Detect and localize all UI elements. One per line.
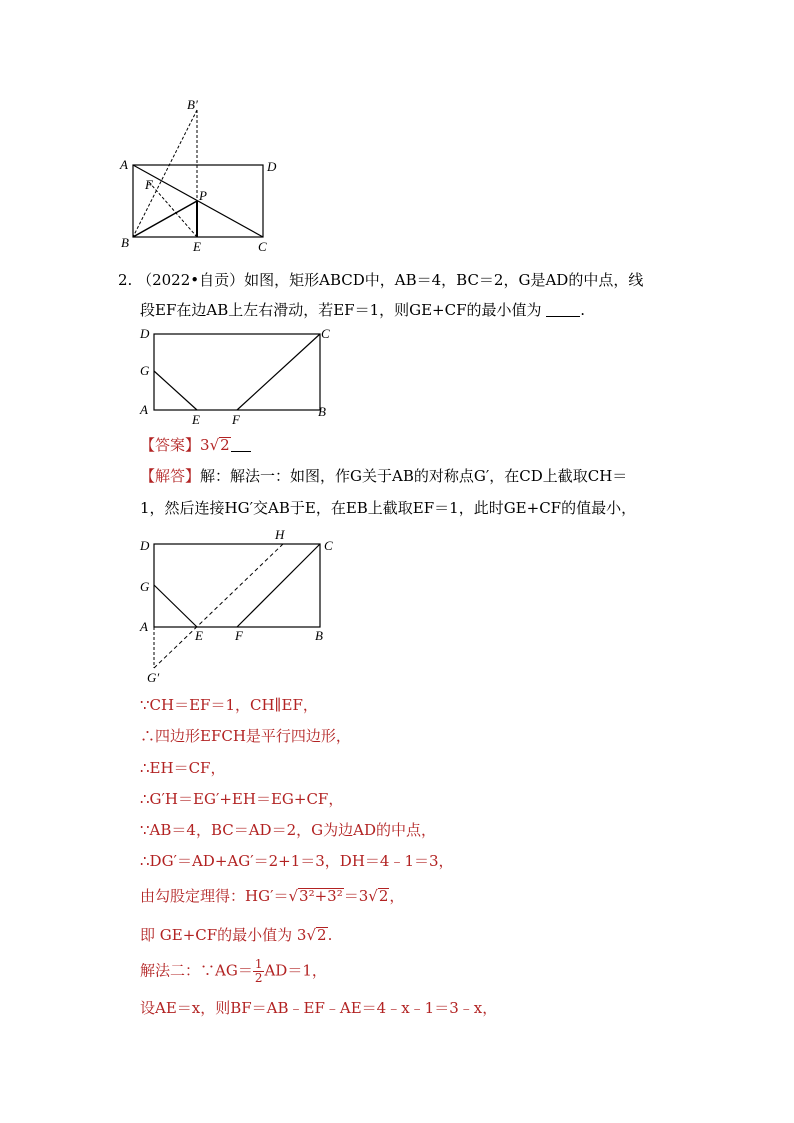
fig3-label-g: G	[140, 579, 150, 594]
fig3-label-f: F	[235, 628, 243, 643]
problem-text-2: 段EF在边AB上左右滑动，若EF＝1，则GE+CF的最小值为	[140, 301, 542, 319]
step-2: ∴四边形EFCH是平行四边形，	[140, 727, 351, 745]
fig3-label-b: B	[315, 628, 323, 643]
figure-2	[135, 325, 335, 430]
step-3: ∴EH＝CF，	[140, 759, 226, 777]
figure-3	[135, 530, 340, 690]
step-8: 即 GE+CF的最小值为 3√2.	[140, 926, 333, 944]
figure-1	[115, 95, 290, 260]
answer-radicand: 2	[220, 436, 230, 454]
answer-blank	[546, 302, 580, 317]
fig3-label-h: H	[275, 530, 285, 542]
fig1-label-b: B	[121, 235, 129, 250]
step-7: 由勾股定理得：HG′＝√3²+3²＝3√2，	[140, 887, 405, 905]
step-9: 解法二：∵AG＝ $\frac{1}{2}$ AD＝1，	[140, 957, 327, 985]
fig2-label-e: E	[192, 412, 200, 427]
fig3-label-d: D	[140, 538, 150, 553]
answer-coef: 3	[200, 436, 210, 454]
fig3-label-c: C	[324, 538, 333, 553]
answer-line: 【答案】3√2	[140, 435, 251, 455]
fig2-label-b: B	[318, 404, 326, 419]
fig2-label-d: D	[140, 326, 150, 341]
step-7-radicand: 3²+3²	[299, 887, 343, 905]
fig2-label-a: A	[140, 402, 148, 417]
analysis-tag: 【解答】	[140, 467, 201, 485]
problem-line-2: 段EF在边AB上左右滑动，若EF＝1，则GE+CF的最小值为 .	[140, 301, 586, 319]
analysis-text-1: 解：解法一：如图，作G关于AB的对称点G′，在CD上截取CH＝	[200, 467, 628, 485]
analysis-line-1	[140, 466, 627, 486]
fig1-label-a: A	[120, 157, 128, 172]
fig3-label-g-prime: G′	[147, 670, 160, 685]
fig1-label-d: D	[267, 159, 277, 174]
fig1-label-f: F	[145, 177, 153, 192]
analysis-text-2: 1，然后连接HG′交AB于E，在EB上截取EF＝1，此时GE+CF的值最小，	[140, 499, 637, 517]
fig1-label-e: E	[193, 239, 201, 254]
fig1-label-c: C	[258, 239, 267, 254]
answer-tag: 【答案】	[140, 436, 201, 454]
step-6: ∴DG′＝AD+AG′＝2+1＝3，DH＝4﹣1＝3，	[140, 852, 454, 870]
fig1-label-b-prime: B′	[187, 97, 198, 112]
step-1: ∵CH＝EF＝1，CH∥EF，	[140, 696, 318, 714]
fraction-half: $\frac{1}{2}$	[254, 957, 263, 985]
problem-number: 2.	[118, 271, 133, 289]
problem-line-1	[118, 270, 643, 290]
analysis-line-2	[140, 498, 636, 518]
fig2-label-g: G	[140, 363, 150, 378]
step-10: 设AE＝x，则BF＝AB﹣EF﹣AE＝4﹣x﹣1＝3﹣x，	[140, 999, 498, 1017]
fig3-label-a: A	[140, 619, 148, 634]
step-5: ∵AB＝4，BC＝AD＝2，G为边AD的中点，	[140, 821, 436, 839]
problem-text-1: （2022•自贡）如图，矩形ABCD中，AB＝4，BC＝2，G是AD的中点，线	[137, 271, 644, 289]
fig3-label-e: E	[195, 628, 203, 643]
fig1-label-p: P	[199, 188, 207, 203]
step-4: ∴G′H＝EG′+EH＝EG+CF，	[140, 790, 344, 808]
fig2-label-f: F	[232, 412, 240, 427]
fig2-label-c: C	[321, 326, 330, 341]
